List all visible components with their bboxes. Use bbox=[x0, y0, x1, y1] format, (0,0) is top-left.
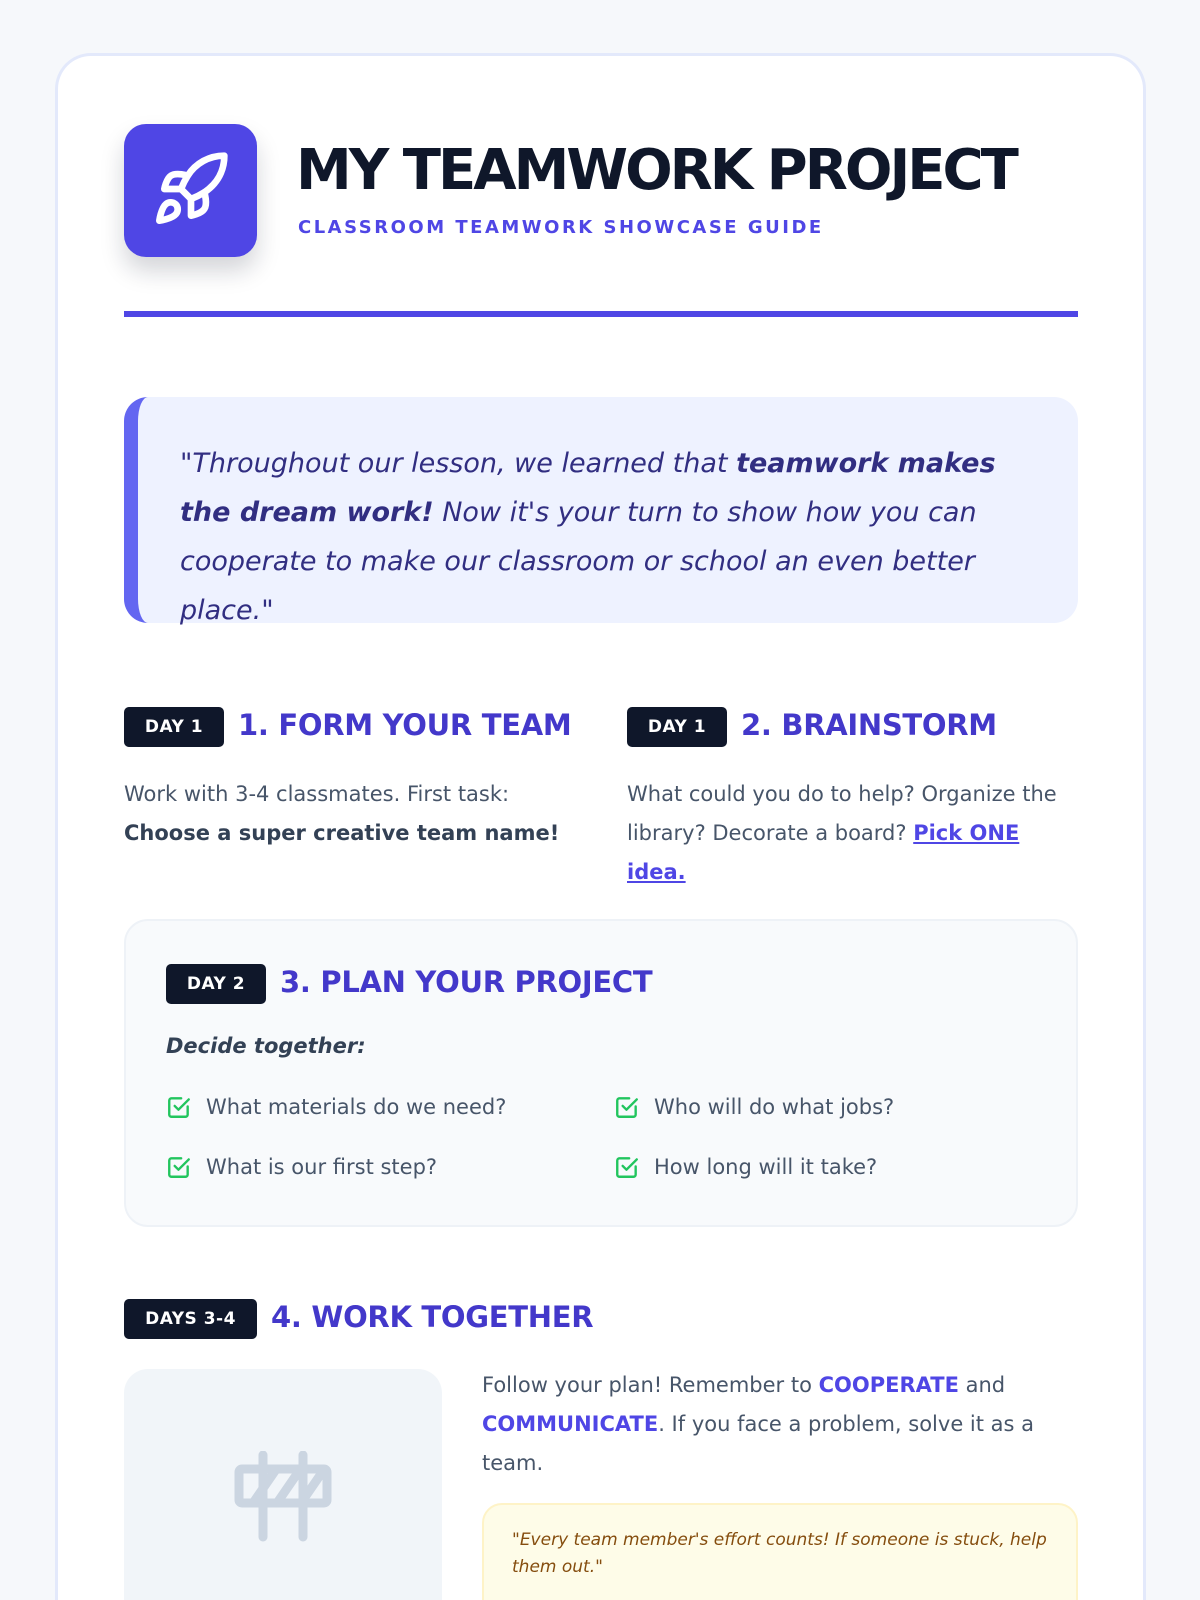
image-placeholder bbox=[124, 1369, 442, 1600]
construction-barrier-icon bbox=[233, 1451, 333, 1547]
checkbox-checked-icon bbox=[166, 1094, 192, 1120]
quote-text-end: Now it's your turn to show how you can cooperate to make our classroom or school an even better place." bbox=[180, 497, 977, 626]
checklist-item-label: Who will do what jobs? bbox=[654, 1095, 895, 1119]
pick-one-idea-link[interactable]: Pick ONE idea. bbox=[627, 821, 1020, 884]
step-1-title: 1. FORM YOUR TEAM bbox=[238, 708, 572, 742]
checkbox-checked-icon bbox=[614, 1094, 640, 1120]
page-title: MY TEAMWORK PROJECT bbox=[296, 138, 1016, 203]
quote-bold-text: teamwork makes the dream work! bbox=[180, 448, 996, 528]
step-2-title: 2. BRAINSTORM bbox=[741, 708, 997, 742]
step-2-text bbox=[627, 775, 1078, 892]
checklist-item-label: What is our first step? bbox=[206, 1155, 438, 1179]
step-2-description: What could you do to help? Organize the library? Decorate a board? bbox=[627, 782, 1057, 845]
checklist-item bbox=[166, 1094, 506, 1120]
day-badge-step-1: DAY 1 bbox=[124, 707, 224, 747]
page-subtitle: CLASSROOM TEAMWORK SHOWCASE GUIDE bbox=[298, 217, 824, 238]
day-badge-step-2: DAY 1 bbox=[627, 707, 727, 747]
communicate-highlight: COMMUNICATE bbox=[482, 1412, 659, 1436]
checklist-item bbox=[166, 1154, 437, 1180]
logo bbox=[124, 124, 257, 257]
checkbox-checked-icon bbox=[166, 1154, 192, 1180]
step-4-title: 4. WORK TOGETHER bbox=[271, 1300, 594, 1334]
plan-intro: Decide together: bbox=[166, 1034, 366, 1058]
step-1-bold-task: Choose a super creative team name! bbox=[124, 821, 560, 845]
step-4-text bbox=[482, 1366, 1072, 1483]
checklist-item bbox=[614, 1154, 877, 1180]
checklist-item bbox=[614, 1094, 894, 1120]
checklist-item-label: What materials do we need? bbox=[206, 1095, 507, 1119]
checkbox-checked-icon bbox=[614, 1154, 640, 1180]
header-divider bbox=[124, 311, 1078, 317]
rocket-icon bbox=[151, 149, 231, 233]
quote-text-start: "Throughout our lesson, we learned that bbox=[180, 448, 737, 479]
step-1-text bbox=[124, 775, 584, 853]
step-3-title: 3. PLAN YOUR PROJECT bbox=[280, 965, 653, 999]
checklist-item-label: How long will it take? bbox=[654, 1155, 878, 1179]
step-4-text-part-3: . If you face a problem, solve it as a team. bbox=[482, 1412, 1035, 1475]
day-badge-step-3: DAY 2 bbox=[166, 964, 266, 1004]
day-badge-step-4: DAYS 3-4 bbox=[124, 1299, 257, 1339]
teamwork-tip: "Every team member's effort counts! If someone is stuck, help them out." bbox=[482, 1503, 1078, 1600]
step-4-text-part-2: and bbox=[958, 1373, 1006, 1397]
cooperate-highlight: COOPERATE bbox=[818, 1373, 959, 1397]
intro-quote bbox=[124, 397, 1078, 626]
step-4-text-part-1: Follow your plan! Remember to bbox=[482, 1373, 819, 1397]
step-1-description: Work with 3-4 classmates. First task: bbox=[124, 782, 510, 806]
